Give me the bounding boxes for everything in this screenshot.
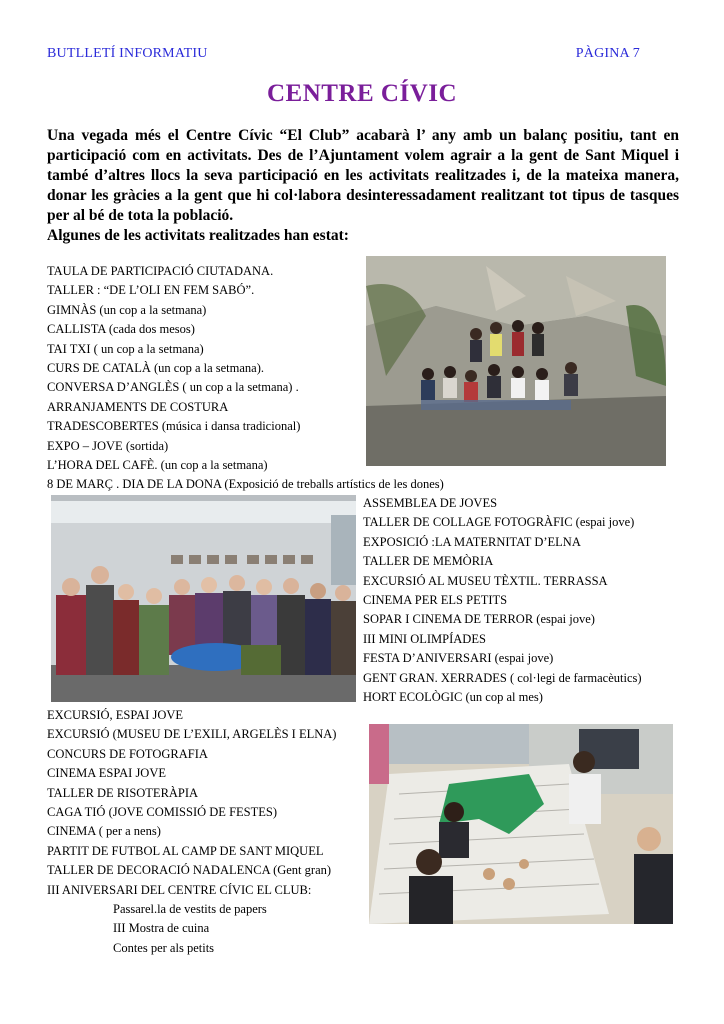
list-item: TALLER DE COLLAGE FOTOGRÀFIC (espai jove): [363, 515, 635, 530]
list-item: TALLER DE DECORACIÓ NADALENCA (Gent gran): [47, 863, 332, 878]
anniversary-item: III Mostra de cuina: [113, 921, 210, 936]
list-item: CINEMA PER ELS PETITS: [363, 592, 508, 607]
anniversary-item: Contes per als petits: [113, 940, 215, 955]
activities-list-bottom: [47, 706, 336, 958]
list-item: HORT ECOLÒGIC (un cop al mes): [363, 689, 543, 704]
list-item: TALLER : “DE L’OLI EN FEM SABÓ”.: [47, 283, 255, 298]
list-item: CINEMA ( per a nens): [47, 824, 161, 839]
list-item: EXCURSIÓ, ESPAI JOVE: [47, 708, 184, 722]
list-item: TAI TXI ( un cop a la setmana): [47, 341, 204, 356]
list-item: CONCURS DE FOTOGRAFIA: [47, 746, 208, 761]
list-item: CINEMA ESPAI JOVE: [47, 766, 167, 781]
intro-paragraph: Una vegada més el Centre Cívic “El Club” acabarà l’ any amb un balanç positiu, tant en participació com en activitats. Des de l’Ajuntament volem agrair a la gent de Sant Miquel i també d’altres llocs la seva participació en les activitats realitzades i, de la mateixa manera, donar les gràcies a la gent que hi col·labora desinteressadament realitzant tot tipus de tasques per al bé de tota la població.: [47, 127, 679, 224]
list-item: CURS DE CATALÀ (un cop a la setmana).: [47, 360, 265, 375]
page-number: PÀGINA 7: [575, 46, 640, 61]
list-item: III ANIVERSARI DEL CENTRE CÍVIC EL CLUB:: [47, 882, 312, 897]
list-item: EXCURSIÓ AL MUSEU TÈXTIL. TERRASSA: [363, 573, 608, 588]
list-item: SOPAR I CINEMA DE TERROR (espai jove): [363, 612, 595, 627]
list-item: ARRANJAMENTS DE COSTURA: [47, 399, 229, 414]
list-item: EXPO – JOVE (sortida): [47, 438, 169, 453]
list-item: TRADESCOBERTES (música i dansa tradicional): [47, 419, 301, 434]
list-item: 8 DE MARÇ . DIA DE LA DONA (Exposició de treballs artístics de les dones): [47, 477, 444, 492]
list-item: L’HORA DEL CAFÈ. (un cop a la setmana): [47, 457, 268, 472]
list-item: EXPOSICIÓ :LA MATERNITAT D’ELNA: [363, 534, 581, 549]
list-item: TALLER DE RISOTERÀPIA: [47, 785, 199, 800]
bulletin-name: BUTLLETÍ INFORMATIU: [47, 46, 208, 61]
list-item: EXCURSIÓ (MUSEU DE L’EXILI, ARGELÈS I ELNA): [47, 727, 337, 742]
intro-text: [47, 126, 679, 246]
page-title: CENTRE CÍVIC: [266, 80, 458, 107]
anniversary-item: Passarel.la de vestits de papers: [113, 901, 267, 916]
intro-lead: Algunes de les activitats realitzades han estat:: [47, 227, 349, 244]
list-item: GENT GRAN. XERRADES ( col·legi de farmacèutics): [363, 670, 642, 685]
list-item: GIMNÀS (un cop a la setmana): [47, 302, 207, 317]
list-item: ASSEMBLEA DE JOVES: [363, 496, 498, 510]
photo-elderly-group-indoors: [51, 495, 356, 702]
list-item: PARTIT DE FUTBOL AL CAMP DE SANT MIQUEL: [47, 843, 324, 858]
list-item: III MINI OLIMPÍADES: [363, 631, 486, 646]
list-item: CALLISTA (cada dos mesos): [47, 322, 195, 337]
list-item: TAULA DE PARTICIPACIÓ CIUTADANA.: [47, 264, 274, 278]
list-item: TALLER DE MEMÒRIA: [363, 554, 494, 569]
list-item: CAGA TIÓ (JOVE COMISSIÓ DE FESTES): [47, 804, 277, 819]
photo-youth-group-on-rocks: [366, 256, 666, 466]
list-item: CONVERSA D’ANGLÈS ( un cop a la setmana) .: [47, 380, 299, 395]
photo-children-crafts: [369, 724, 673, 924]
activities-list-middle: [363, 494, 642, 707]
list-item: FESTA D’ANIVERSARI (espai jove): [363, 651, 554, 666]
